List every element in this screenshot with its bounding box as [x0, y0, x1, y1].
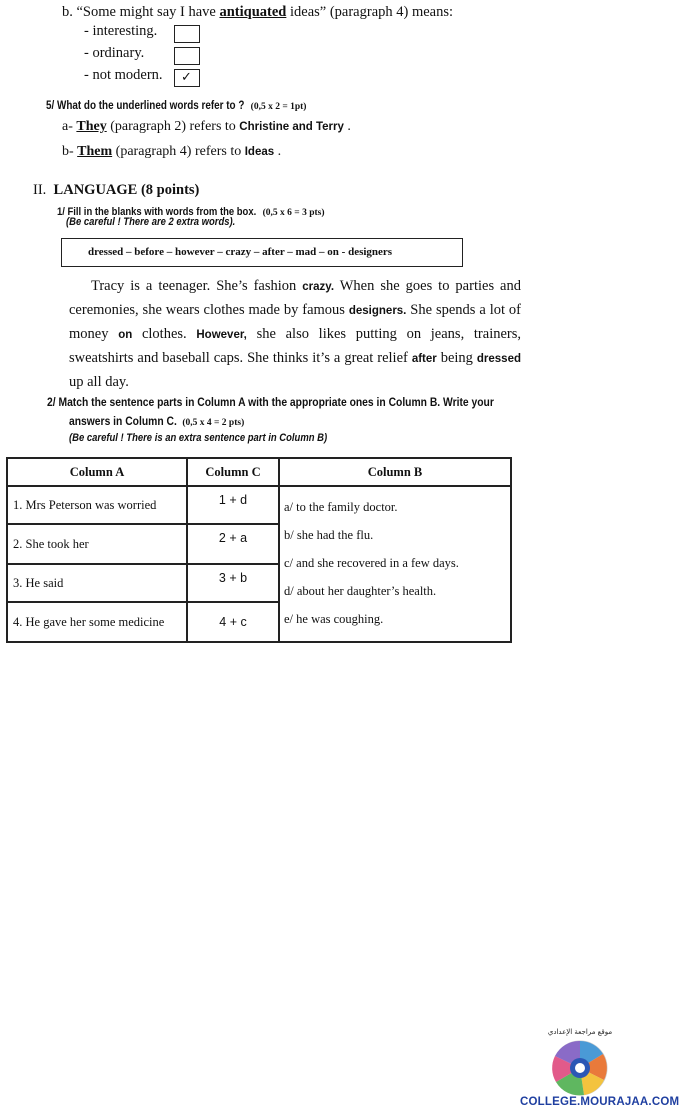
column-b-item-b: b/ she had the flu. [284, 528, 374, 542]
answer-blank-3: on [118, 329, 133, 341]
column-a-cell: 2. She took her [7, 524, 187, 564]
answer-blank-5: after [411, 353, 437, 365]
option-interesting-checkbox[interactable] [174, 25, 200, 43]
column-c-answer[interactable]: 2 + a [187, 524, 279, 564]
option-ordinary-checkbox[interactable] [174, 47, 200, 65]
question-5-item-a [62, 119, 351, 135]
question-2-title-line2 [69, 412, 244, 430]
question-4b-stem [62, 4, 453, 21]
answer-blank-6: dressed [476, 353, 521, 365]
site-footer-link[interactable]: COLLEGE.MOURAJAA.COM [520, 1096, 679, 1108]
column-b-item-a: a/ to the family doctor. [284, 500, 398, 514]
question-1-note: (Be careful ! There are 2 extra words). [66, 216, 236, 228]
column-c-answer[interactable]: 4 + c [187, 602, 279, 642]
underlined-word-them: Them [77, 144, 113, 159]
paragraph-text: clothes. [132, 326, 197, 342]
section-numeral: II. [33, 182, 47, 198]
fill-in-paragraph [69, 275, 521, 394]
column-b-cell [279, 486, 511, 642]
column-a-header: Column A [7, 458, 187, 486]
option-not-modern-checkbox[interactable] [174, 69, 200, 87]
column-a-cell: 1. Mrs Peterson was worried [7, 486, 187, 524]
question-2-points: (0,5 x 4 = 2 pts) [182, 418, 245, 428]
underlined-word-they: They [76, 119, 107, 134]
underlined-word-antiquated: antiquated [219, 4, 287, 20]
stem-suffix: ideas” (paragraph 4) means: [286, 4, 454, 20]
answer-blank-4: However, [196, 329, 247, 341]
section-title: LANGUAGE [53, 182, 138, 198]
answer-them: Ideas [244, 146, 275, 158]
item-letter: a- [62, 119, 73, 134]
period: . [277, 144, 282, 159]
question-2-title-line1 [47, 393, 567, 411]
question-5-title [46, 96, 306, 114]
paragraph-text: She spends a lot of money [69, 302, 522, 342]
refers-to: refers to [189, 119, 236, 134]
paragraph-text: being [436, 350, 477, 366]
column-c-answer[interactable]: 3 + b [187, 564, 279, 602]
question-2-text-cont: answers in Column C. [69, 414, 177, 428]
option-interesting: - interesting. [84, 23, 158, 39]
paragraph-text: she also likes putting on jeans, trainers, sweatshirts and baseball caps. She thinks it’s a great relief [69, 326, 522, 366]
column-b-item-c: c/ and she recovered in a few days. [284, 556, 459, 570]
column-c-header: Column C [187, 458, 279, 486]
period: . [347, 119, 351, 134]
logo-arabic-text: موقع مراجعة الإعدادي [547, 1028, 613, 1036]
question-5-item-b [62, 144, 281, 160]
column-c-answer[interactable]: 1 + d [187, 486, 279, 524]
paragraph-text: Tracy is a teenager. She’s fashion [91, 278, 303, 294]
paragraph-ref: (paragraph 4) [115, 144, 192, 159]
paragraph-text: When she goes to parties and ceremonies, she wears clothes made by famous [69, 278, 521, 318]
paragraph-text: up all day. [69, 374, 129, 390]
site-logo-icon [540, 1020, 620, 1098]
word-box-words: dressed – before – however – crazy – after – mad – on - designers [88, 246, 393, 258]
column-b-header: Column B [279, 458, 511, 486]
paragraph-ref: (paragraph 2) [110, 119, 187, 134]
matching-table [6, 457, 512, 643]
item-letter: b- [62, 144, 74, 159]
question-1-text: 1/ Fill in the blanks with words from the box. [57, 206, 257, 218]
answer-blank-1: crazy. [302, 281, 335, 293]
answer-blank-2: designers. [348, 305, 407, 317]
question-1-points: (0,5 x 6 = 3 pts) [262, 208, 325, 218]
column-b-item-d: d/ about her daughter’s health. [284, 584, 437, 598]
answer-they: Christine and Terry [239, 121, 344, 133]
stem-prefix: b. “Some might say I have [62, 4, 220, 20]
question-5-points: (0,5 x 2 = 1pt) [250, 102, 307, 112]
question-5-text: 5/ What do the underlined words refer to ? [46, 100, 245, 112]
column-b-item-e: e/ he was coughing. [284, 612, 384, 626]
word-box [61, 238, 463, 267]
refers-to: refers to [194, 144, 242, 159]
section-points: (8 points) [140, 182, 200, 198]
option-not-modern: - not modern. [84, 67, 163, 83]
section-2-heading [33, 182, 199, 199]
question-2-note: (Be careful ! There is an extra sentence part in Column B) [69, 432, 328, 444]
option-ordinary: - ordinary. [84, 45, 145, 61]
check-icon: ✓ [181, 70, 192, 85]
question-2-text: 2/ Match the sentence parts in Column A with the appropriate ones in Column B. Write your [47, 395, 494, 409]
column-a-cell: 4. He gave her some medicine [7, 602, 187, 642]
column-a-cell: 3. He said [7, 564, 187, 602]
